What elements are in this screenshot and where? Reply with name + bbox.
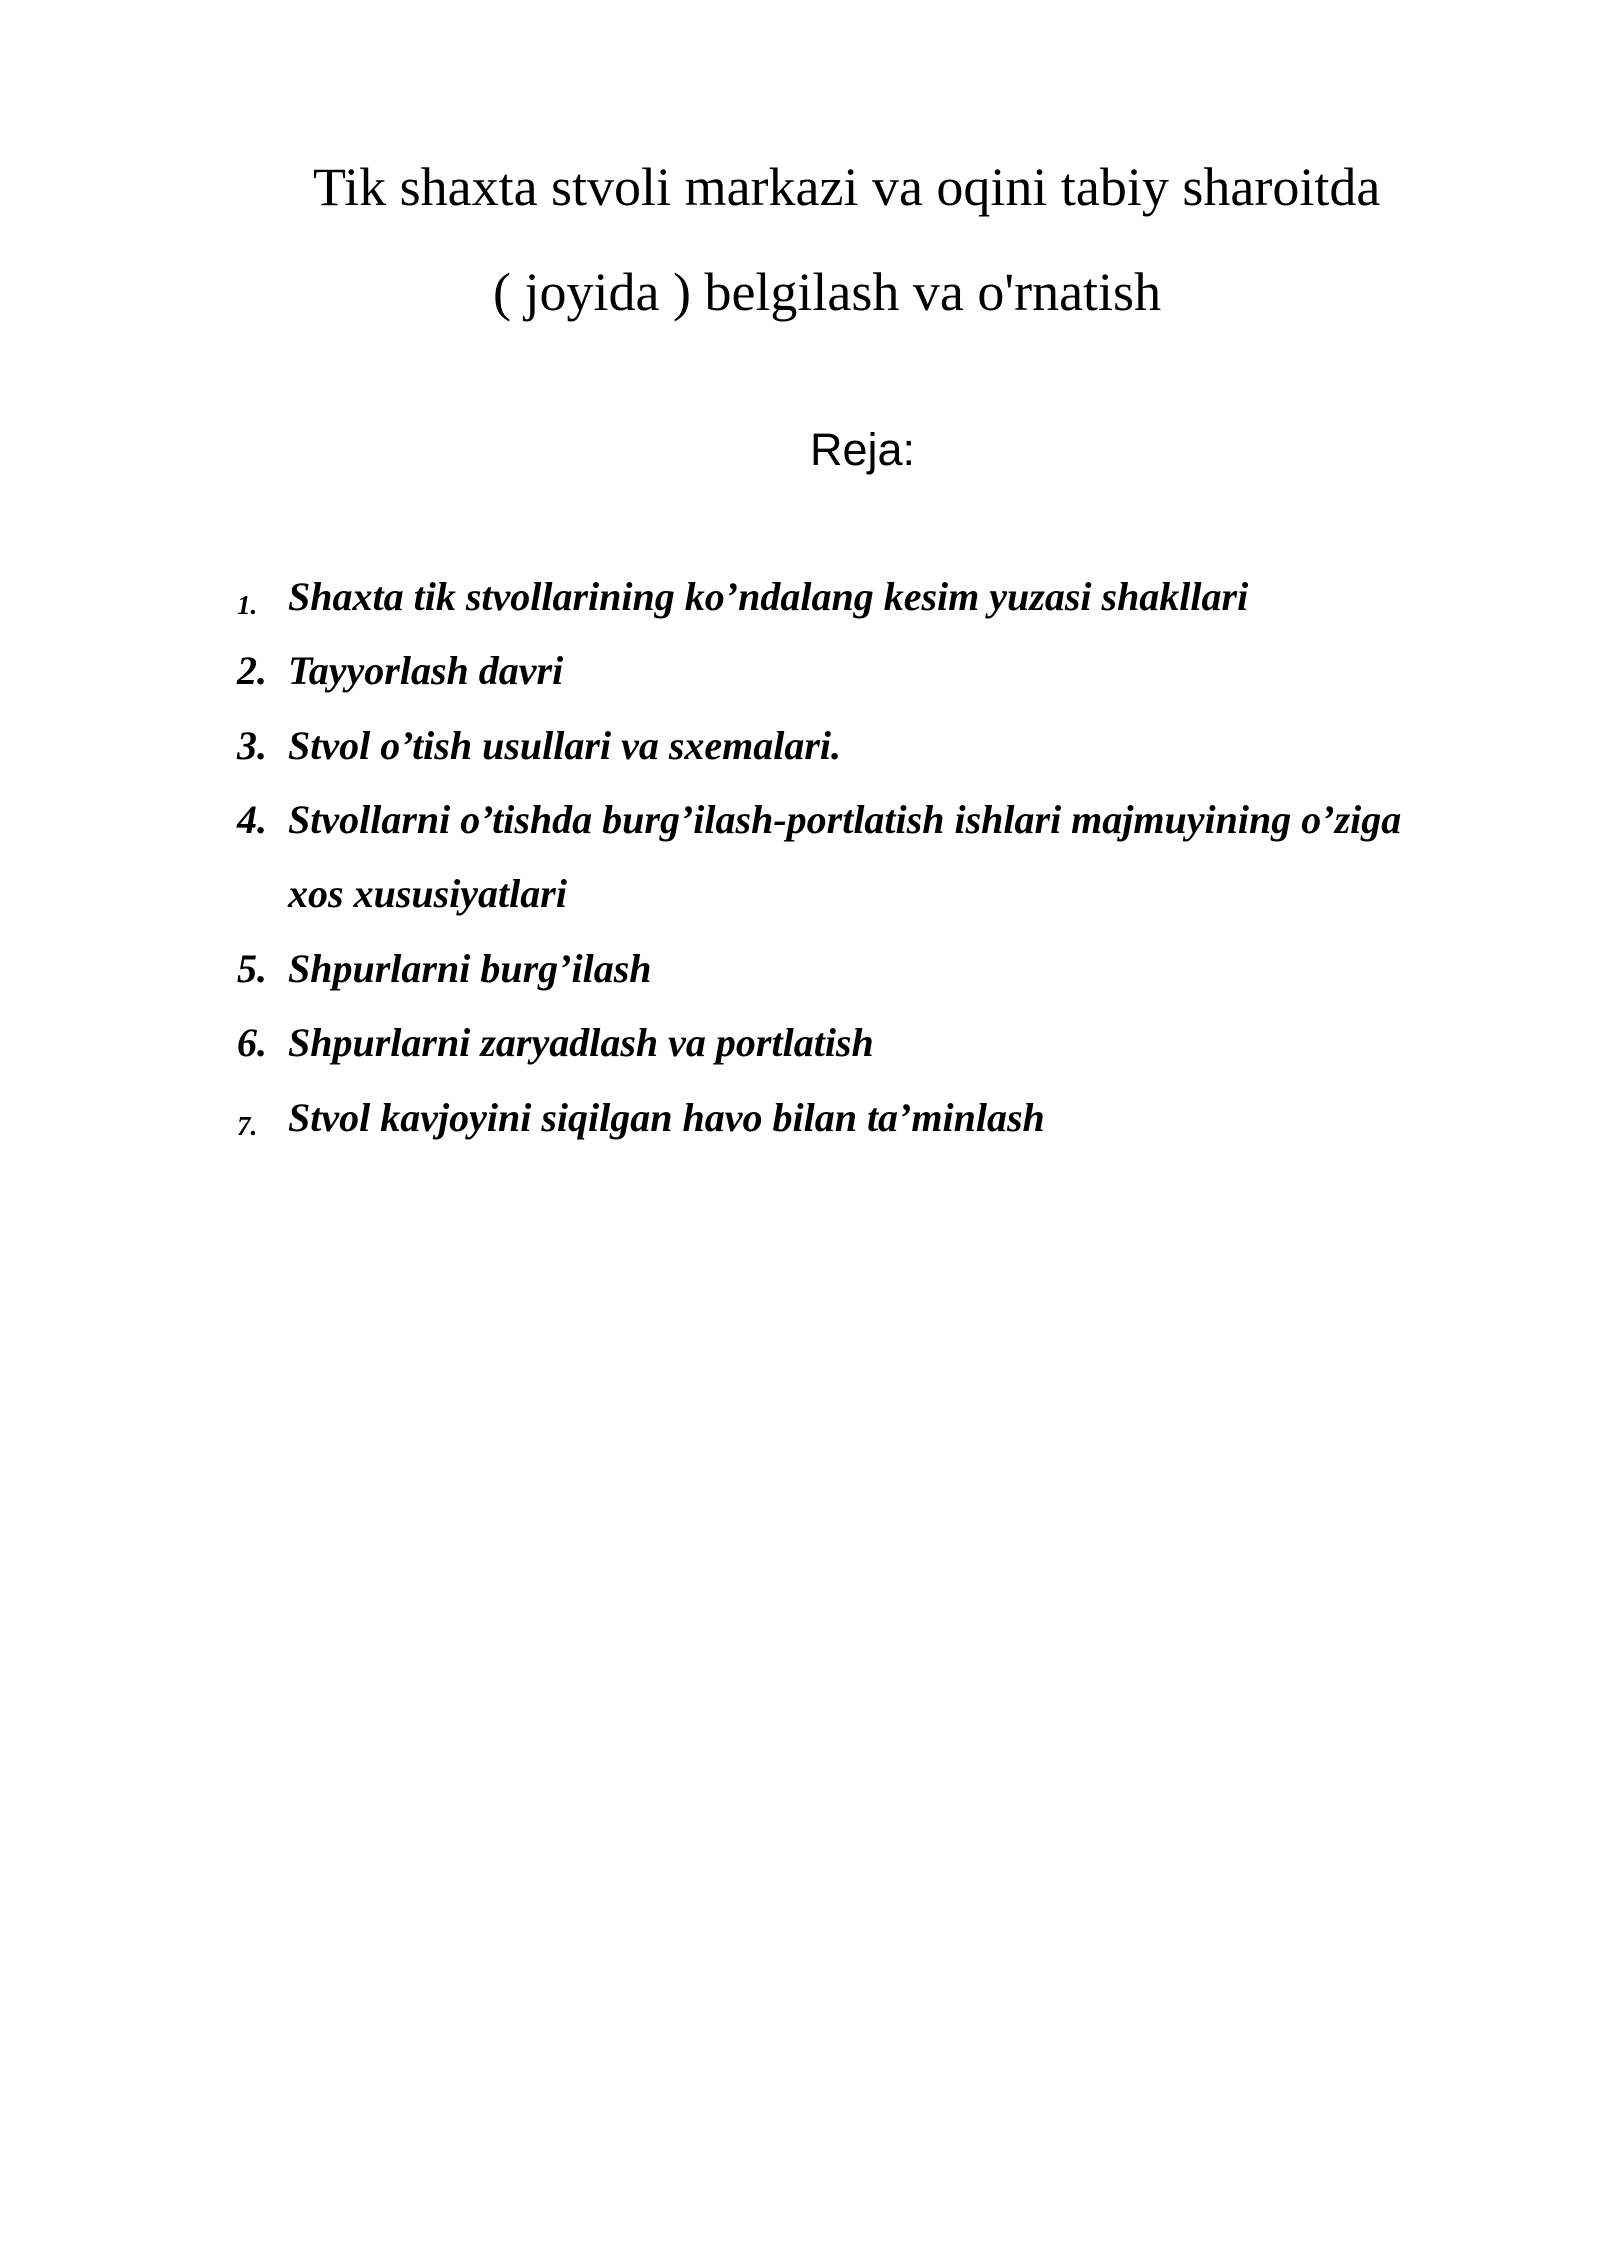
plan-item-number: 4.	[237, 797, 267, 842]
plan-item-number: 2.	[237, 648, 267, 693]
plan-item-number: 3.	[237, 723, 267, 768]
plan-item-continuation-text: xos xususiyatlari	[288, 871, 567, 916]
plan-item-number: 7.	[237, 1111, 258, 1141]
plan-item-text: Shpurlarni zaryadlash va portlatish	[288, 1020, 874, 1065]
plan-item-text: Stvol kavjoyini siqilgan havo bilan ta’minlash	[288, 1095, 1045, 1140]
plan-item-number: 6.	[237, 1020, 267, 1065]
plan-item-text: Stvollarni o’tishda burg’ilash-portlatish ishlari majmuyining o’ziga	[288, 797, 1402, 842]
plan-item-text: Stvol o’tish usullari va sxemalari.	[288, 723, 842, 768]
plan-heading: Reja:	[810, 424, 916, 475]
plan-item-number: 5.	[237, 946, 267, 991]
plan-item-text: Tayyorlash davri	[288, 648, 564, 693]
plan-item-number: 1.	[237, 590, 258, 620]
document-title-line-2: ( joyida ) belgilash va o'rnatish	[493, 262, 1162, 322]
document-title-line-1: Tik shaxta stvoli markazi va oqini tabiy sharoitda	[313, 157, 1381, 217]
plan-item-text: Shpurlarni burg’ilash	[288, 946, 652, 991]
plan-item-text: Shaxta tik stvollarining ko’ndalang kesim yuzasi shakllari	[288, 574, 1249, 619]
